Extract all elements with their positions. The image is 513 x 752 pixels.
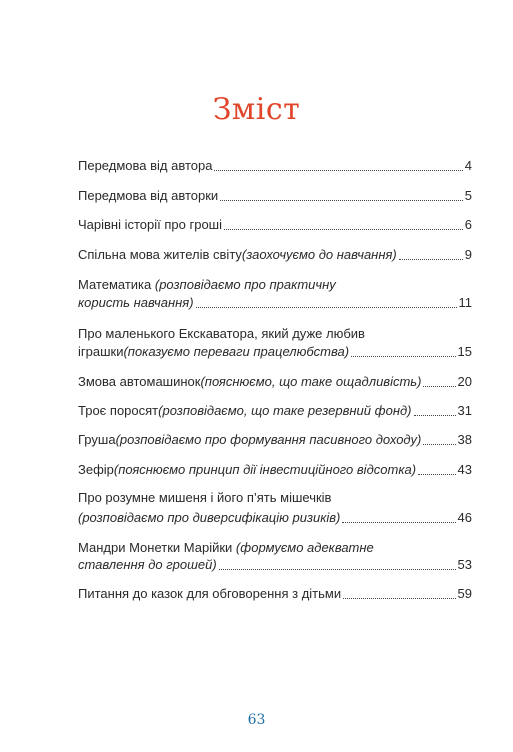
dot-leader — [399, 258, 463, 260]
entry-page: 59 — [457, 586, 472, 601]
dot-leader — [196, 306, 457, 308]
dot-leader — [342, 521, 455, 523]
dot-leader — [220, 199, 463, 201]
dot-leader — [418, 473, 456, 475]
dot-leader — [219, 568, 456, 570]
toc-entry-line1 — [78, 540, 374, 556]
entry-page: 20 — [457, 374, 472, 389]
entry-subtitle: (заохочуємо до навчання) — [241, 247, 397, 262]
entry-title: Мандри Монетки Марійки — [78, 540, 236, 555]
toc-entry — [78, 158, 472, 174]
page-number: 63 — [247, 712, 266, 728]
entry-title: Питання до казок для обговорення з дітьми — [78, 586, 342, 601]
dot-leader — [224, 228, 463, 230]
entry-page: 46 — [457, 510, 472, 525]
entry-subtitle: (розповідаємо, що таке резервний фонд) — [158, 403, 412, 418]
toc-entry — [78, 188, 472, 204]
entry-title: Троє поросят — [78, 403, 159, 418]
entry-subtitle: (пояснюємо принцип дії інвестиційного відсотка) — [113, 462, 417, 477]
entry-page: 6 — [464, 217, 472, 232]
dot-leader — [423, 385, 455, 387]
entry-subtitle: (пояснюємо, що таке ощадливість) — [200, 374, 422, 389]
entry-subtitle: (розповідаємо про практичну — [154, 277, 336, 292]
entry-subtitle: (розповідаємо про формування пасивного доходу) — [115, 432, 422, 447]
entry-title: Чарівні історії про гроші — [78, 217, 222, 232]
entry-title: Спільна мова жителів світу — [78, 247, 242, 262]
dot-leader — [351, 355, 455, 357]
toc-entry — [78, 403, 472, 419]
entry-title: Груша — [78, 432, 116, 447]
entry-page: 43 — [457, 462, 472, 477]
toc-entry — [78, 247, 472, 263]
entry-page: 4 — [464, 158, 472, 173]
entry-title: Зефір — [78, 462, 114, 477]
entry-page: 53 — [457, 557, 472, 572]
toc-entry — [78, 462, 472, 478]
entry-page: 9 — [464, 247, 472, 262]
entry-page: 11 — [458, 295, 472, 310]
toc-entry — [78, 295, 472, 311]
toc-entry-line1 — [78, 490, 331, 506]
toc-entry — [78, 432, 472, 448]
entry-page: 31 — [457, 403, 472, 418]
toc-entry-line1 — [78, 277, 336, 293]
toc-entry — [78, 344, 472, 360]
dot-leader — [414, 414, 456, 416]
toc-entry — [78, 374, 472, 390]
entry-title: Про маленького Екскаватора, який дуже любив — [78, 326, 365, 341]
entry-subtitle: (формуємо адекватне — [235, 540, 374, 555]
entry-page: 15 — [457, 344, 472, 359]
dot-leader — [423, 443, 455, 445]
dot-leader — [343, 597, 455, 599]
dot-leader — [214, 169, 462, 171]
page-title: Зміст — [212, 92, 301, 127]
entry-title: Змова автомашинок — [78, 374, 201, 389]
entry-title: Передмова від авторки — [78, 188, 219, 203]
entry-page: 5 — [464, 188, 472, 203]
entry-title: Про розумне мишеня і його п’ять мішечків — [78, 490, 332, 505]
entry-title: Передмова від автора — [78, 158, 213, 173]
toc-entry — [78, 510, 472, 526]
toc-entry — [78, 586, 472, 602]
toc-entry — [78, 557, 472, 573]
entry-title-cont: іграшки — [78, 344, 124, 359]
toc-entry-line1 — [78, 326, 365, 342]
entry-subtitle: (показуємо переваги працелюбства) — [123, 344, 350, 359]
entry-title: Математика — [78, 277, 155, 292]
entry-page: 38 — [457, 432, 472, 447]
toc-entry — [78, 217, 472, 233]
entry-subtitle: (розповідаємо про диверсифікацію ризиків) — [78, 510, 341, 525]
entry-subtitle: користь навчання) — [78, 295, 194, 310]
entry-subtitle: ставлення до грошей) — [78, 557, 217, 572]
